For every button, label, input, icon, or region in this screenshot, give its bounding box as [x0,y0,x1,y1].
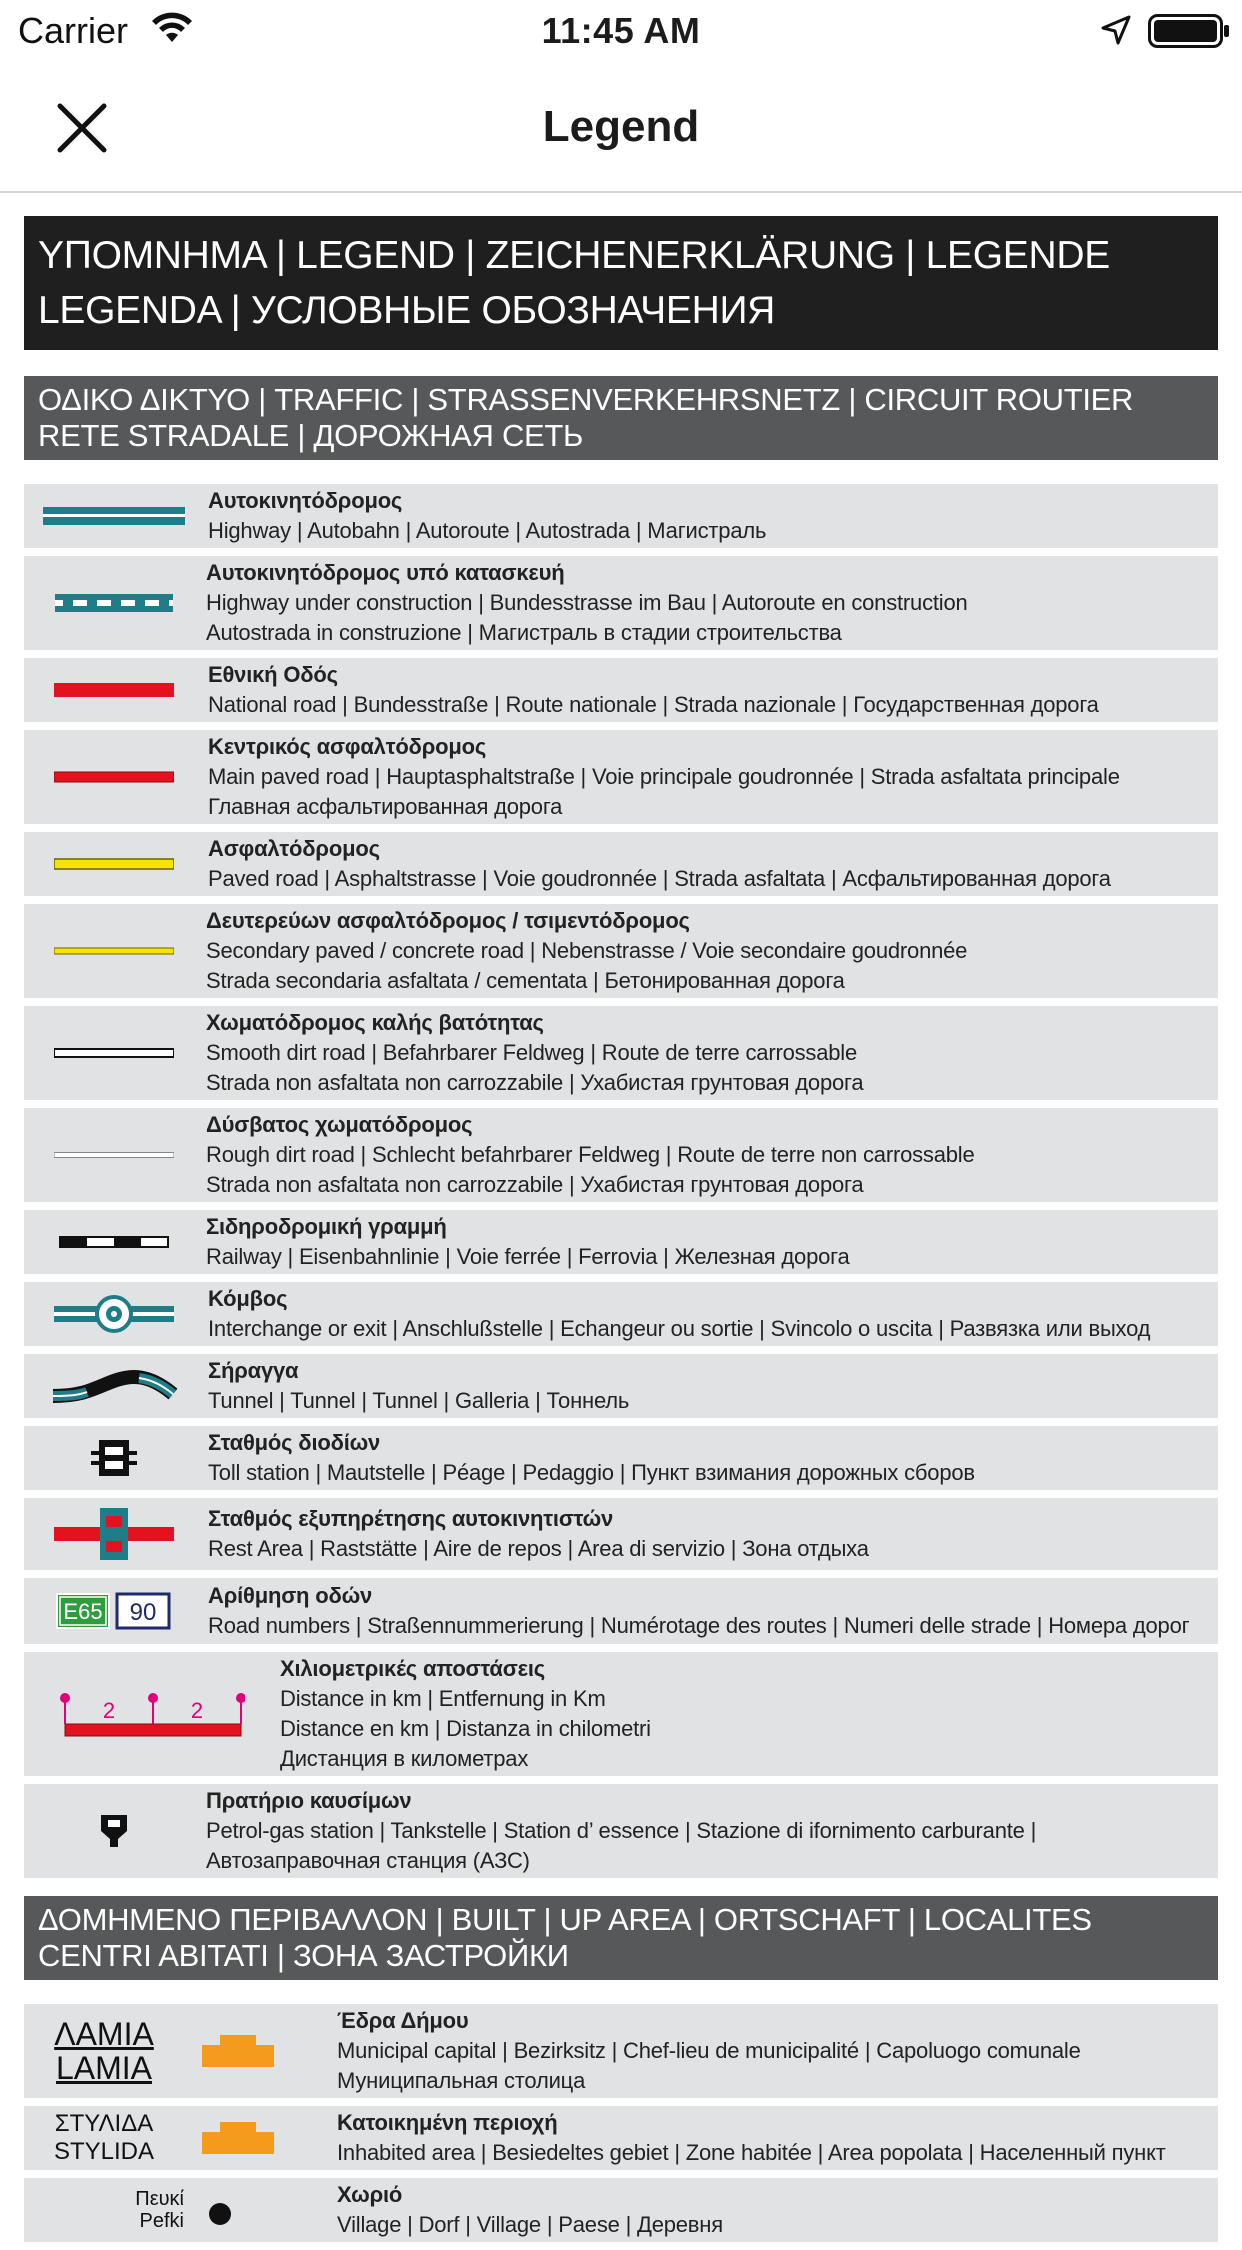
legend-row-interchange [24,1282,1218,1346]
highway-symbol [39,505,189,527]
legend-item-text: Strada non asfaltata non carrozzabile | Ухабистая грунтовая дорога [206,1172,864,1197]
legend-item-title: Κατοικημένη περιοχή [337,2110,558,2135]
legend-row-national-road [24,658,1218,722]
legend-title [24,216,1218,350]
legend-row-village [24,2178,1218,2242]
place-name-greek: ΛΑΜΙΑ [54,2016,154,2052]
legend-item-title: Εθνική Οδός [208,662,338,687]
clock: 11:45 AM [541,10,701,51]
legend-item-title: Σιδηροδρομική γραμμή [206,1214,447,1239]
location-arrow-icon [1100,14,1132,46]
legend-item-text: Highway under construction | Bundesstrasse im Bau | Autoroute en construction [206,590,968,615]
legend-row-rest-area [24,1498,1218,1570]
legend-item-text: Strada secondaria asfaltata / cementata | Бетонированная дорога [206,968,845,993]
legend-item-text: Муниципальная столица [337,2068,586,2093]
legend-title-line: LEGENDA | УСЛОВНЫЕ ОБОЗНАЧЕНИЯ [38,289,776,332]
legend-item-text: Interchange or exit | Anschlußstelle | Echangeur ou sortie | Svincolo o uscita | Развязка или выход [208,1316,1151,1341]
section-header-line: ΟΔΙΚΟ ΔΙΚΤΥΟ | TRAFFIC | STRASSENVERKEHRSNETZ | CIRCUIT ROUTIER [38,382,1134,417]
national-road-symbol [54,681,174,699]
legend-item-text: Rest Area | Raststätte | Aire de repos | Area di servizio | Зона отдыха [208,1536,869,1561]
legend-item-text: Main paved road | Hauptasphaltstraße | Voie principale goudronnée | Strada asfaltata principale [208,764,1120,789]
legend-item-title: Σταθμός εξυπηρέτησης αυτοκινητιστών [208,1506,614,1531]
legend-item-text: Toll station | Mautstelle | Péage | Pedaggio | Пункт взимания дорожных сборов [208,1460,975,1485]
section-header-line: ΔΟΜΗΜΕΝΟ ΠΕΡΙΒΑΛΛΟΝ | BUILT | UP AREA | ORTSCHAFT | LOCALITES [38,1902,1092,1937]
legend-item-title: Έδρα Δήμου [337,2008,469,2033]
legend-item-text: Rough dirt road | Schlecht befahrbarer Feldweg | Route de terre non carrossable [206,1142,975,1167]
legend-row-highway [24,484,1218,548]
legend-item-text: Secondary paved / concrete road | Nebenstrasse / Voie secondaire goudronnée [206,938,968,963]
section-header-traffic [24,376,1218,460]
railway-symbol [59,1235,169,1249]
legend-item-title: Αυτοκινητόδρομος [208,488,403,513]
legend-item-text: National road | Bundesstraße | Route nationale | Strada nazionale | Государственная дорога [208,692,1099,717]
legend-row-paved-road [24,832,1218,896]
legend-item-title: Κεντρικός ασφαλτόδρομος [208,734,487,759]
legend-item-title: Σταθμός διοδίων [208,1430,381,1455]
highway-construction-symbol [49,592,179,614]
legend-item-text: Road numbers | Straßennummerierung | Numérotage des routes | Numeri delle strade | Номера дорог [208,1613,1190,1638]
legend-item-title: Αυτοκινητόδρομος υπό κατασκευή [206,560,565,585]
section-header-line: RETE STRADALE | ДОРОЖНАЯ СЕТЬ [38,418,584,453]
inhabited-area-symbol [200,2120,276,2156]
legend-row-distance [24,1652,1218,1776]
traffic-rows [24,484,1218,1878]
place-name-greek: ΣΤΥΛΙΔΑ [54,2110,154,2137]
legend-item-title: Δύσβατος χωματόδρομος [206,1112,473,1137]
legend-item-text: Distance in km | Entfernung in Km [280,1686,606,1711]
place-name-greek: Πευκί [135,2188,184,2210]
legend-item-text: Tunnel | Tunnel | Tunnel | Galleria | Тоннель [208,1388,630,1413]
legend-row-fuel-station [24,1784,1218,1878]
road-number-e: E65 [63,1599,103,1624]
legend-item-text: Village | Dorf | Village | Paese | Деревня [337,2212,723,2237]
tunnel-symbol [51,1366,177,1406]
legend-row-toll-station [24,1426,1218,1490]
legend-row-rough-dirt-road [24,1108,1218,1202]
legend-row-railway [24,1210,1218,1274]
legend-item-text: Inhabited area | Besiedeltes gebiet | Zone habitée | Area popolata | Населенный пункт [337,2140,1166,2165]
smooth-dirt-road-symbol [54,1047,174,1059]
legend-item-title: Κόμβος [208,1286,288,1311]
legend-row-main-paved-road [24,730,1218,824]
legend-item-text: Distance en km | Distanza in chilometri [280,1716,651,1741]
main-paved-road-symbol [54,769,174,785]
status-bar [0,0,1242,60]
legend-title-line: ΥΠΟΜΝΗΜΑ | LEGEND | ZEICHENERKLÄRUNG | LEGENDE [38,234,1110,277]
legend-item-title: Χιλιομετρικές αποστάσεις [280,1656,545,1681]
distance-label: 2 [190,1698,204,1723]
road-numbers-symbol [55,1591,173,1631]
battery-icon [1148,14,1230,48]
legend-item-title: Δευτερεύων ασφαλτόδρομος / τσιμεντόδρομος [206,908,690,933]
legend-item-text: Автозаправочная станция (АЗС) [206,1848,530,1873]
secondary-road-symbol [54,945,174,957]
legend-item-text: Strada non asfaltata non carrozzabile | Ухабистая грунтовая дорога [206,1070,864,1095]
legend-row-road-numbers [24,1578,1218,1644]
legend-item-title: Χωριό [337,2182,403,2207]
legend-row-smooth-dirt-road [24,1006,1218,1100]
place-name-latin: Pefki [139,2210,184,2232]
carrier-label: Carrier [18,10,129,51]
legend-item-text: Paved road | Asphaltstrasse | Voie goudronnée | Strada asfaltata | Асфальтированная дорога [208,866,1111,891]
legend-item-title: Χωματόδρομος καλής βατότητας [206,1010,544,1035]
rough-dirt-road-symbol [54,1150,174,1160]
municipal-capital-symbol [200,2033,276,2069]
legend-item-text: Autostrada in construzione | Магистраль в стадии строительства [206,620,842,645]
built-area-rows [24,2004,1218,2242]
legend-item-title: Πρατήριο καυσίμων [206,1788,412,1813]
legend-row-tunnel [24,1354,1218,1418]
legend-item-title: Σήραγγα [208,1358,299,1383]
road-number-national: 90 [129,1599,157,1626]
legend-item-title: Αρίθμηση οδών [208,1583,373,1608]
nav-title: Legend [542,102,700,151]
place-name-latin: LAMIA [55,2050,153,2086]
legend-item-text: Petrol-gas station | Tankstelle | Station d’ essence | Stazione di ifornimento carburante | [206,1818,1037,1843]
paved-road-symbol [54,856,174,872]
legend-image [24,216,1218,2250]
village-symbol [200,2190,240,2230]
legend-item-text: Railway | Eisenbahnlinie | Voie ferrée | Ferrovia | Железная дорога [206,1244,850,1269]
legend-row-secondary-road [24,904,1218,998]
section-header-line: CENTRI ABITATI | ЗОНА ЗАСТРОЙКИ [38,1938,569,1973]
rest-area-symbol [52,1506,176,1562]
legend-item-text: Municipal capital | Bezirksitz | Chef-lieu de municipalité | Capoluogo comunale [337,2038,1081,2063]
place-name-latin: STYLIDA [53,2138,155,2165]
distance-label: 2 [102,1698,116,1723]
fuel-station-symbol [98,1811,130,1851]
distance-symbol [55,1684,245,1744]
legend-item-text: Главная асфальтированная дорога [208,794,563,819]
legend-item-text: Дистанция в километрах [280,1746,529,1771]
legend-row-highway-construction [24,556,1218,650]
legend-item-title: Ασφαλτόδρομος [208,836,380,861]
legend-row-municipal-capital [24,2004,1218,2098]
legend-item-text: Highway | Autobahn | Autoroute | Autostrada | Магистраль [208,518,767,543]
legend-row-inhabited-area [24,2106,1218,2170]
legend-item-text: Smooth dirt road | Befahrbarer Feldweg | Route de terre carrossable [206,1040,858,1065]
navigation-bar [0,60,1242,193]
interchange-symbol [52,1294,176,1334]
toll-station-symbol [89,1438,139,1478]
section-header-built-area [24,1896,1218,1980]
